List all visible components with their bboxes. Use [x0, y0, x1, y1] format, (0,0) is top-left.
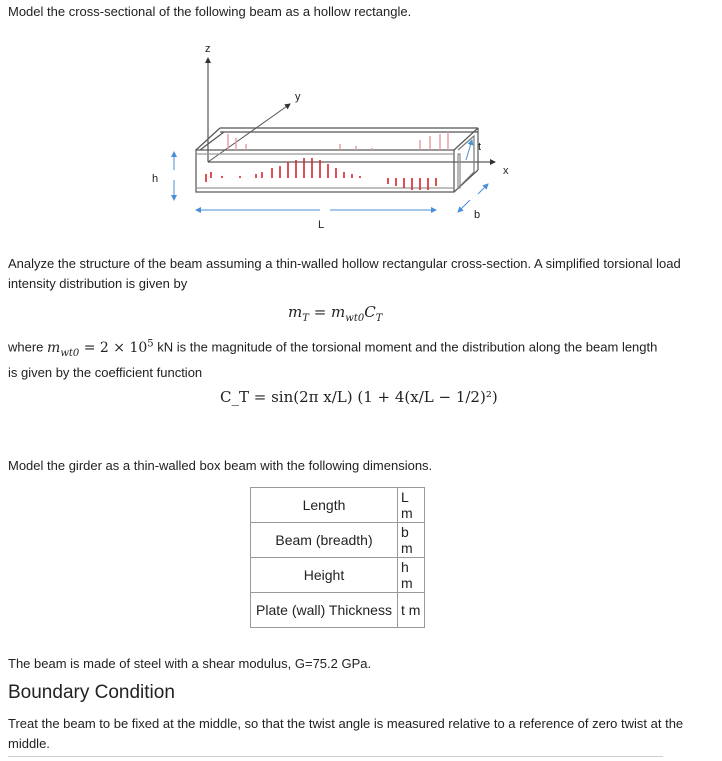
- length-label: L: [318, 219, 325, 231]
- intro-text: Model the cross-sectional of the following beam as a hollow rectangle.: [8, 4, 412, 19]
- table-row: [251, 593, 425, 628]
- breadth-label: b: [474, 209, 481, 221]
- dimension-unit: L m: [398, 488, 425, 523]
- y-axis-label: y: [295, 91, 301, 103]
- model-paragraph: Model the girder as a thin-walled box beam with the following dimensions.: [8, 458, 433, 473]
- dimension-name: Plate (wall) Thickness: [251, 593, 398, 628]
- equation-coefficient: [220, 388, 498, 406]
- z-axis-label: z: [205, 43, 211, 55]
- dimension-unit: t m: [398, 593, 425, 628]
- boundary-condition-text: Treat the beam to be fixed at the middle, so that the twist angle is measured relative to a reference of zero twist at the middle.: [8, 716, 684, 751]
- dimension-unit: h m: [398, 558, 425, 593]
- dimension-name: Length: [251, 488, 398, 523]
- boundary-condition-heading: Boundary Condition: [8, 682, 175, 703]
- thickness-label: t: [478, 141, 482, 153]
- beam-diagram: [140, 38, 540, 238]
- dimension-name: Height: [251, 558, 398, 593]
- x-axis-label: x: [503, 165, 509, 177]
- equation-load: $m_T = m_{wt0}C_T$: [288, 303, 383, 324]
- analyze-paragraph: Analyze the structure of the beam assuming a thin-walled hollow rectangular cross-section. A simplified torsional load intensity distribution is given by: [8, 256, 681, 291]
- equation-coefficient-text: C_T = sin(2π x/L) (1 + 4(x/L − 1/2)²): [220, 388, 498, 406]
- divider: [8, 756, 663, 757]
- dimensions-table: [250, 487, 425, 628]
- height-label: h: [152, 173, 159, 185]
- table-row: [251, 523, 425, 558]
- y-axis: [208, 104, 290, 162]
- steel-paragraph: The beam is made of steel with a shear modulus, G=75.2 GPa.: [8, 656, 372, 671]
- where-paragraph: where $m_{wt0} = 2 \times 10^5$ kN is the magnitude of the torsional moment and the distribution along the beam length is given by the coefficient function: [8, 338, 658, 381]
- torsion-load-arrows-back: [228, 132, 448, 150]
- table-row: [251, 488, 425, 523]
- dimension-name: Beam (breadth): [251, 523, 398, 558]
- table-row: [251, 558, 425, 593]
- dimension-unit: b m: [398, 523, 425, 558]
- torsion-load-arrows: [206, 158, 436, 190]
